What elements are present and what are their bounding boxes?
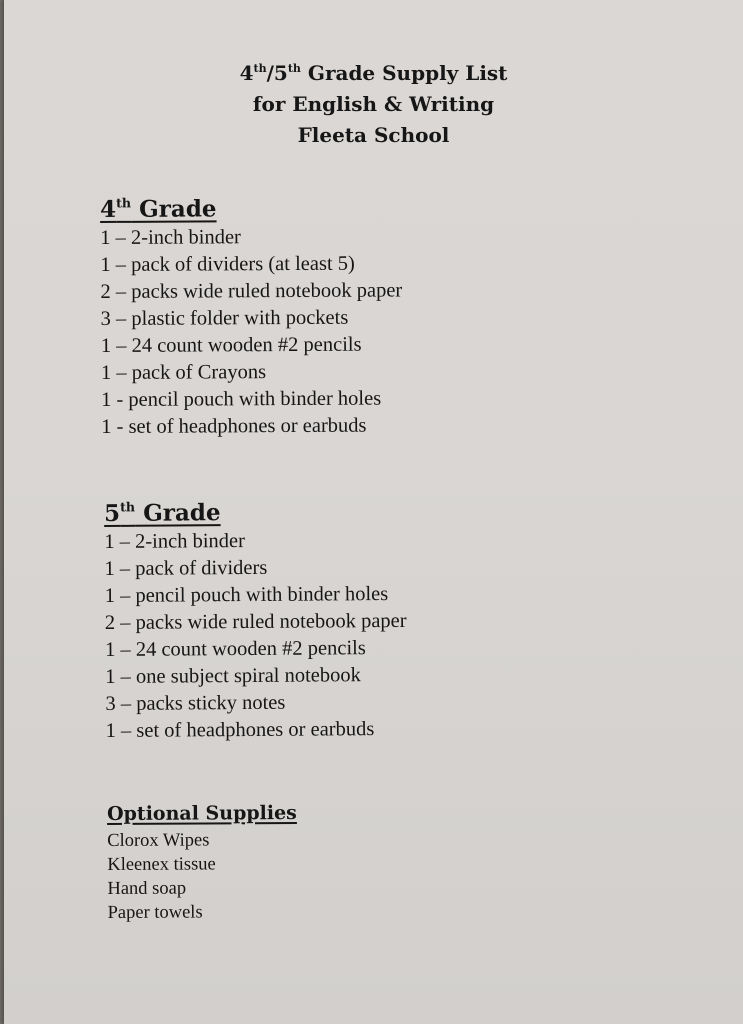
grade-5-heading-number: 5 bbox=[104, 499, 121, 527]
title-grade-a: 4 bbox=[239, 61, 254, 85]
grade-4-supply-list bbox=[100, 223, 403, 441]
list-item: 3 – packs sticky notes bbox=[105, 691, 286, 715]
list-item: 1 – pack of dividers (at least 5) bbox=[100, 252, 355, 276]
grade-4-heading-sup: th bbox=[116, 195, 132, 211]
grade-5-section bbox=[104, 498, 407, 745]
title-line-1 bbox=[4, 58, 743, 89]
list-item: 1 – 2-inch binder bbox=[104, 530, 245, 553]
optional-supplies-section bbox=[107, 802, 297, 925]
list-item: 1 – pack of dividers bbox=[104, 556, 268, 580]
grade-5-heading-sup: th bbox=[120, 499, 136, 515]
grade-5-supply-list bbox=[104, 527, 407, 745]
grade-4-heading-text: Grade bbox=[131, 195, 217, 223]
grade-4-heading bbox=[100, 194, 402, 223]
title-line-2: for English & Writing bbox=[252, 92, 495, 116]
grade-4-section bbox=[100, 194, 403, 441]
list-item: Hand soap bbox=[107, 878, 187, 899]
list-item: 1 – pencil pouch with binder holes bbox=[104, 583, 389, 607]
paper-sheet bbox=[4, 0, 743, 1024]
list-item: 1 – 2-inch binder bbox=[100, 226, 241, 249]
list-item: 1 - set of headphones or earbuds bbox=[101, 414, 367, 438]
list-item: 1 – pack of Crayons bbox=[100, 361, 267, 384]
document-title bbox=[4, 58, 743, 151]
list-item: 1 – 24 count wooden #2 pencils bbox=[104, 637, 366, 661]
optional-supply-list bbox=[107, 828, 297, 925]
list-item: 2 – packs wide ruled notebook paper bbox=[100, 279, 403, 303]
list-item: Kleenex tissue bbox=[107, 854, 216, 875]
title-sup-a: th bbox=[253, 61, 267, 75]
list-item: 1 – set of headphones or earbuds bbox=[105, 718, 375, 742]
title-separator: / bbox=[266, 61, 274, 85]
list-item: 1 – 24 count wooden #2 pencils bbox=[100, 333, 362, 357]
optional-supplies-heading: Optional Supplies bbox=[107, 802, 297, 825]
title-rest: Grade Supply List bbox=[300, 61, 508, 85]
list-item: Paper towels bbox=[107, 902, 203, 923]
grade-5-heading bbox=[104, 498, 406, 527]
grade-5-heading-text: Grade bbox=[135, 499, 221, 527]
list-item: 1 - pencil pouch with binder holes bbox=[101, 387, 382, 411]
list-item: 2 – packs wide ruled notebook paper bbox=[104, 609, 407, 634]
grade-4-heading-number: 4 bbox=[100, 195, 117, 223]
title-sup-b: th bbox=[287, 61, 301, 75]
list-item: 3 – plastic folder with pockets bbox=[100, 306, 349, 330]
list-item: 1 – one subject spiral notebook bbox=[105, 664, 361, 688]
list-item: Clorox Wipes bbox=[107, 830, 210, 851]
title-grade-b: 5 bbox=[273, 61, 288, 85]
title-line-3: Fleeta School bbox=[297, 123, 450, 147]
